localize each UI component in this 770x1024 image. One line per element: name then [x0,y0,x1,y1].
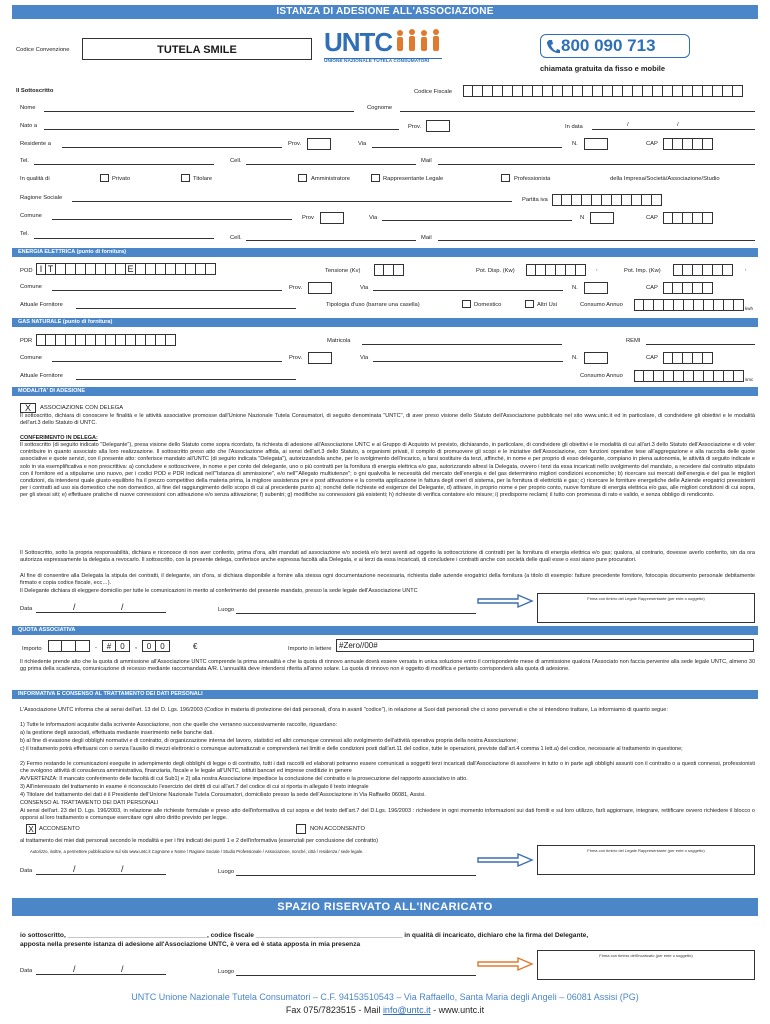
cell-label: Cell. [230,235,242,241]
prov-field[interactable] [307,138,331,150]
fornitore-field[interactable] [76,308,296,309]
energia-section-title: ENERGIA ELETTRICA (punto di fornitura) [12,248,758,257]
privacy-paragraph-4: b) al fine di evasione degli obblighi normativi e di contratto, di organizzazione interna del lavoro, statistici ed altri comunque connessi allo svolgimento dell'attività operativa propria della nostra Associazione; [20,738,518,744]
tel-field[interactable] [34,238,214,239]
luogo-label: Luogo [218,969,235,975]
consumo-label: Consumo Annuo [580,302,623,308]
footer-fax: Fax 075/7823515 - Mail [285,1005,383,1015]
privacy-paragraph-9: 4) Titolare del trattamento dei dati è il Presidente dell'Unione Nazionale Tutela Consumatori, domiciliato presso la sede dell'Associazione in Via Raffaello 06081, Assisi. [20,792,426,798]
della-impresa-label: della Impresa/Società/Associazione/Studio [610,176,720,182]
n-label: N. [572,355,578,361]
nome-field[interactable] [44,111,354,112]
luogo-field[interactable] [236,875,476,876]
importo-label: Importo [22,646,42,652]
smc-unit: smc [745,377,754,382]
privacy-paragraph-7: AVVERTENZA: Il mancato conferimento delle facoltà di cui Sub1) e 2) alla nostra Associazione impedisce la conclusione del contratto e la prosecuzione del rapporto associativo in atto. [20,776,468,782]
comune-field[interactable] [52,290,282,291]
consenso-heading: CONSENSO AL TRATTAMENTO DEI DATI PERSONALI [20,800,159,806]
data-label: Data [20,868,33,874]
phone-badge [540,34,690,58]
partita-iva-label: Partita iva [522,197,548,203]
n-field[interactable] [590,212,614,224]
privacy-paragraph-2: 1) Tutte le informazioni acquisite dalla scrivente Associazione, non che quelle che verranno successivamente raccolte, riguardano: [20,722,338,728]
cell-field[interactable] [246,240,416,241]
prov-field[interactable] [320,212,344,224]
incaricato-declaration-line-1: io sottoscritto, ______________________________________, codice fiscale ________________________________________ in qualità di incaricato, dichiaro che la firma del Delegante, [20,932,589,939]
n-label: N. [572,141,578,147]
domestico-checkbox[interactable] [462,300,471,308]
cap-label: CAP [646,355,658,361]
via-field[interactable] [382,220,572,221]
comune-label: Comune [20,213,42,219]
arrow-right-icon [476,852,534,870]
phone-number: 800 090 713 [561,36,656,55]
modalita-paragraph-3: Il Sottoscritto, sotto la propria responsabilità, dichiara e riconosce di non aver conferito, prima d'ora, altri mandati ad associazione e/o società e/o terzi aventi ad oggetto la sottoscrizione di contratti per la fornitura di energia elettrica e/o gas; qualora, al contrario, dovesse averlo conferito, sin da ora autorizza espressamente la delegata a revocarlo. Il sottoscritto, con la presente delega, conferisce anche espressa facoltà alla Delegata, e ai terzi da essa incaricati, di concludere i contratti anche con società delle quali esse o essi siano pure procuratori. [20,550,755,564]
date-slash: / [73,864,76,874]
pot-imp-label: Pot. Imp. (Kw) [624,268,661,274]
modalita-paragraph-2: Il sottoscritto (di seguito indicato "Delegante"), presa visione dello Statuto come sopra ricordato, fa richiesta di adesione all'Associazione UNTC e al Gruppo di Acquisto ivi previsto, dichiarando, in particolare, di condividere gli obiettivi e le modalità di cui all'art.3 dello Statuto dell'Associazione e di voler contribuire in quanto associato alla loro realizzazione. Il sottoscritto preso atto che l'Associazione affida, ai sensi dell'art.3 dello Statuto, a organismi privati, il compito di promuovere gli scopi e le iniziative dell'Associazione, con funzioni operative tese all'aggregazione e alla raccolta delle quote associative e quote servizi, con il presente atto: conferisce mandato all'UNTC (di seguito indicata "Delegata"), autorizzandola anche, per lo svolgimento dell'incarico, a farsi sostituire da terzi, affinché, in nome e per proprio di esso delegante, compiano in piena autonomia, le attività di seguito indicate e solo in via esemplificativa e non prescrittiva: a) concludere e sottoscrivere, in nome e per conto del delegante, uno o più contratti per la fornitura di energia elettrica e/o gas, autorizzando altresì la Delegata, ovvero i terzi da essa incaricati nello svolgimento del mandato, a recedere dal contratto stipulato con il fornitore ed a stipularne uno nuovo, per i codici POD e PDR indicati nell'"Istanza di ammissione", e/o nell'"Allegato multiutenze"; o gni qualvolta le necessità del mercato dell'energia e del gas determinino migliori condizioni economiche; b) ricercare sui mercati dell'energia e del gas le migliori condizioni, da intendersi quale giusto equilibrio fra il prezzo competitivo della materia prima, la migliore assistenza pre e post attivazione e la corretta applicazione in fattura degli oneri di sistema, per la fornitura di elettricità e gas; c) ricercare le forniture energetiche delle Aziende erogatrici preesistenti per i contratti ad uso sia domestico che non domestico, al fine del raggiungimento dello scopo di cui al precedente punto a); nonché delle richieste ed esigenze del Delegante, d) attivare, in proprio nome e per proprio conto, nuove forniture di energia elettrica e/o gas, alle migliori condizioni di cui sopra, per gli stessi siti; e) effettuare pratiche di nuove connessioni con attivazione e/o senza attivazione; f) subentri; g) modifiche su connessioni già esistenti; h) richieste di verifica contatore e/o misure; i) predisporre reclami; il tutto con promessa di rato e valido, e senza obbligo di rendiconto. [20,442,755,499]
n-field[interactable] [584,352,608,364]
altri-usi-checkbox[interactable] [525,300,534,308]
data-field[interactable] [36,612,166,613]
date-slash: / [627,122,629,128]
form-title: ISTANZA DI ADESIONE ALL'ASSOCIAZIONE [12,5,758,19]
n-label: N [580,215,585,221]
convention-label: Codice Convenzione [16,47,70,53]
data-label: Data [20,968,33,974]
residente-field[interactable] [62,147,282,148]
n-label: N. [572,285,578,291]
luogo-field[interactable] [236,975,476,976]
kwh-unit: kwh [745,306,754,311]
modalita-section-title: MODALITA' DI ADESIONE [12,387,758,396]
prov-label: Prov [302,215,314,221]
fornitore-field[interactable] [76,379,296,380]
cap-field[interactable] [663,352,713,364]
euro-sign: € [193,642,198,651]
convention-value: TUTELA SMILE [157,44,237,56]
comune-field[interactable] [52,219,292,220]
fornitore-label: Attuale Fornitore [20,373,63,379]
comma: , [596,266,598,272]
in-data-label: In data [565,124,583,130]
privacy-paragraph-10: Ai sensi dell'art. 23 del D. Lgs. 196/2003, in relazione alle richieste formulate e preso atto dell'informativa di cui sopra e del testo dell'art.7 del D.Lgs. 196/2003 : richiedere in ogni momento informazioni sui dati forniti e sul loro utilizzo, farli aggiornare, integrare, rettificare ovvero richiedere il blocco o opporsi al loro trattamento e comunque esercitare ogni altro diritto previsto per legge. [20,808,755,822]
incaricato-section-title: SPAZIO RISERVATO ALL'INCARICATO [12,898,758,916]
date-slash: / [121,602,124,612]
consumo-field[interactable] [634,370,744,382]
remi-field[interactable] [646,344,755,345]
importo-lettere-field[interactable]: #Zero//00# [336,639,754,652]
cap-label: CAP [646,285,658,291]
privacy-section-title: INFORMATIVA E CONSENSO AL TRATTAMENTO DEI DATI PERSONALI [12,690,758,699]
privato-label: Privato [112,176,131,182]
luogo-field[interactable] [236,613,476,614]
comune-label: Comune [20,284,42,290]
quota-paragraph: Il richiedente prende atto che la quota di ammissione all'Associazione UNTC comprende la prima annualità e che la quota di rinnovo annuale dovrà essere versata in unica soluzione entro il corrispondente mese di ammissione qualora l'Associato non faccia pervenire alla sede legale UNTC, almeno 30 gg prima della scadenza, comunicazione di recesso mediante raccomandata A/R. L'annualità deve intendersi riferita all'anno solare. La quota di rinnovo non è oggetto di modifica e pertanto corrisponderà alla quota di adesione. [20,659,755,673]
importo-lettere-label: Importo in lettere [288,646,332,652]
data-field[interactable] [36,974,166,975]
in-qualita-label: In qualità di [20,176,50,182]
signature-box-delega[interactable]: Firma con timbro del Legale Rappresentante (per ente o soggetto) [537,593,755,623]
arrow-right-icon [476,956,534,974]
acconsento-checkbox[interactable]: X [26,824,36,834]
pot-imp-field[interactable] [673,264,733,276]
cap-field[interactable] [663,138,713,150]
rappresentante-checkbox[interactable] [371,174,380,182]
privacy-paragraph-11: al trattamento dei miei dati personali secondo le modalità e per i fini indicati dei punti 1 e 2 dell'informativa (essenziali per conclusione del contratto) [20,838,379,844]
date-slash: / [121,964,124,974]
fornitore-label: Attuale Fornitore [20,302,63,308]
people-icon [394,28,442,60]
prov-label: Prov. [408,124,422,130]
ragione-sociale-field[interactable] [72,201,512,202]
importo-field[interactable]: . # 0 , 0 0 [48,640,170,652]
pot-disp-field[interactable] [526,264,586,276]
cap-label: CAP [646,141,658,147]
via-label: Via [360,355,369,361]
autorizzo-text: Autorizzo, inoltre, a permettere pubblicazione sul sito www.untc.it Cognome e Nome / Ragione Sociale / Studio Professionale / Associazione, nonché, città / residenza / sede legale. [30,849,364,854]
arrow-right-icon [476,593,534,611]
via-field[interactable] [373,361,563,362]
professionista-checkbox[interactable] [501,174,510,182]
titolare-label: Titolare [193,176,213,182]
privacy-paragraph-5: c) il trattamento potrà effettuarsi con o senza l'ausilio di mezzi elettronici o comunque automatizzati e comprenderà nei limiti e delle condizioni posti dall'art.11 del codice, tutte le operazioni, previste dall'art.4 comma 1 lett.a) del codice, necessarie al trattamento in questione; [20,746,683,752]
prov-field[interactable] [308,282,332,294]
phone-icon [546,39,560,57]
prov-field[interactable] [426,120,450,132]
cell-field[interactable] [246,164,416,165]
partita-iva-field[interactable] [552,194,662,206]
consumo-field[interactable] [634,299,744,311]
date-slash: / [73,602,76,612]
mail-label: Mail [421,235,432,241]
tipologia-label: Tipologia d'uso (barrare una casella) [326,302,420,308]
date-slash: / [677,122,679,128]
date-slash: / [73,964,76,974]
untc-logo: UNTC UNIONE NAZIONALE TUTELA CONSUMATORI [324,26,444,72]
luogo-label: Luogo [218,869,235,875]
data-field[interactable] [36,874,166,875]
comma: , [745,266,747,272]
matricola-field[interactable] [362,344,562,345]
pod-label: POD [20,268,33,274]
footer-mail-link[interactable]: info@untc.it [382,1005,431,1015]
n-field[interactable] [584,138,608,150]
cell-label: Cell. [230,158,242,164]
prov-label: Prov. [289,355,303,361]
pot-disp-label: Pot. Disp. (Kw) [476,268,515,274]
non-acconsento-checkbox[interactable] [296,824,306,834]
modalita-paragraph-5: Il Delegante dichiara di eleggere domicilio per tutte le comunicazioni in merito al conferimento del presente mandato, presso la sede legale dell'Associazione UNTC [20,588,418,594]
delega-option-label: ASSOCIAZIONE CON DELEGA [40,405,124,411]
via-label: Via [358,141,367,147]
prov-label: Prov. [289,285,303,291]
tensione-label: Tensione (Kv) [325,268,361,274]
privato-checkbox[interactable] [100,174,109,182]
incaricato-declaration-line-2: apposta nella presente istanza di adesione all'Associazione UNTC, è vera ed è stata apposta in mia presenza [20,941,361,948]
modalita-paragraph-4: Al fine di consentire alla Delegata la stipula dei contratti, il delegante, sin d'ora, si dichiara disponibile a fornire alla stessa ogni documentazione necessaria, richiesta dalle aziende erogatrici della fornitura (a titolo di esempio: fatture precedente fornitore, fotocopia documento personale debitamente firmato e copia codice fiscale, ecc…). [20,573,755,587]
consumo-label: Consumo Annuo [580,373,623,379]
residente-label: Residente a [20,141,51,147]
privacy-paragraph-8: 3) All'interessato del trattamento in esame è riconosciuto l'esercizio dei diritti di cui all'art.7 del codice di cui si riporta in allegato il testo integrale [20,784,369,790]
pdr-label: PDR [20,338,33,344]
cognome-field[interactable] [400,111,755,112]
mail-label: Mail [421,158,432,164]
via-field[interactable] [373,290,563,291]
nato-a-field[interactable] [44,129,399,130]
domestico-label: Domestico [474,302,502,308]
mail-field[interactable] [438,164,755,165]
amministratore-checkbox[interactable] [298,174,307,182]
ragione-sociale-label: Ragione Sociale [20,195,63,201]
pod-field[interactable]: I T E [36,263,216,275]
amministratore-label: Amministratore [311,176,350,182]
via-label: Via [360,285,369,291]
n-field[interactable] [584,282,608,294]
in-data-field[interactable] [592,129,755,130]
tel-label: Tel. [20,231,30,237]
quota-section-title: QUOTA ASSOCIATIVA [12,626,758,635]
cap-label: CAP [646,215,658,221]
privacy-paragraph-3: a) la gestione degli associati, effettuata mediante inserimento nelle banche dati. [20,730,214,736]
via-label: Via [369,215,378,221]
data-label: Data [20,606,33,612]
pdr-field[interactable] [36,334,176,346]
footer-contacts [0,1005,770,1015]
tensione-field[interactable] [374,264,404,276]
titolare-checkbox[interactable] [181,174,190,182]
modalita-paragraph-1: Il sottoscritto, dichiara di conoscere le finalità e le attività associative promosse dall'Unione Nazionale Tutela Consumatori, di seguito denominata "UNTC", di aver preso visione dello Statuto dell'Associazione pubblicato nel sito www.untc.it ed in particolare, di condividere gli obiettivi e le modalità dell'art.3 dello Statuto di UNTC. [20,413,755,427]
cap-field[interactable] [663,212,713,224]
luogo-label: Luogo [218,607,235,613]
convention-field[interactable] [82,38,312,60]
cognome-label: Cognome [367,105,393,111]
nome-label: Nome [20,105,36,111]
comune-label: Comune [20,355,42,361]
privacy-paragraph-6: 2) Fermo restando le comunicazioni eseguite in adempimento degli obblighi di legge o di contratto, tutti i dati raccolti ed elaborati potranno essere comunicati a soggetti terzi incaricati dall'Associazione di assolvere in tutto o in parte agli obblighi assunti con il contratto o a questi connessi, professionisti che svolgono attività di consulenza amministrativa, finanziaria, fiscale e le legale all'UNTC, istituti bancari ed imprese creditizie in genere [20,761,755,775]
signature-box-incaricato[interactable]: Firma con timbro dell'incaricato (per ente o soggetto) [537,950,755,980]
footer-address: UNTC Unione Nazionale Tutela Consumatori – C.F. 94153510543 – Via Raffaello, Santa Maria degli Angeli – 06081 Assisi (PG) [131,992,639,1002]
privacy-paragraph-1: L'Associazione UNTC informa che ai sensi dell'art. 13 del D. Lgs. 196/2003 (Codice in materia di protezione dei dati personali, d'ora in avanti "codice"), in relazione ai Suoi dati personali che ci sono pervenuti e che si intendono trattare, La informiamo di quanto segue: [20,707,668,713]
cap-field[interactable] [663,282,713,294]
sottoscritto-label: Il Sottoscritto [16,88,54,94]
prov-field[interactable] [308,352,332,364]
professionista-label: Professionista [514,176,551,182]
mail-field[interactable] [438,240,755,241]
acconsento-label: ACCONSENTO [39,826,80,832]
codice-fiscale-field[interactable] [463,85,743,97]
matricola-label: Matricola [327,338,351,344]
gas-section-title: GAS NATURALE (punto di fornitura) [12,318,758,327]
prov-label: Prov. [288,141,302,147]
tel-field[interactable] [34,164,214,165]
conferimento-heading: CONFERIMENTO IN DELEGA: [20,435,98,441]
comune-field[interactable] [52,361,282,362]
date-slash: / [121,864,124,874]
non-acconsento-label: NON ACCONSENTO [310,826,365,832]
via-field[interactable] [372,147,562,148]
phone-note: chiamata gratuita da fisso e mobile [540,64,666,73]
signature-box-privacy[interactable]: Firma con timbro del Legale Rappresentante (per ente o soggetto) [537,845,755,875]
rappresentante-label: Rappresentante Legale [383,176,444,182]
nato-a-label: Nato a [20,123,38,129]
logo-subtitle: UNIONE NAZIONALE TUTELA CONSUMATORI [324,58,442,64]
tel-label: Tel. [20,158,30,164]
codice-fiscale-label: Codice Fiscale [414,89,453,95]
footer-website: - www.untc.it [430,1005,485,1015]
remi-label: REMI [626,338,641,344]
delega-checkbox[interactable]: X [20,403,36,413]
altri-usi-label: Altri Usi [537,302,557,308]
